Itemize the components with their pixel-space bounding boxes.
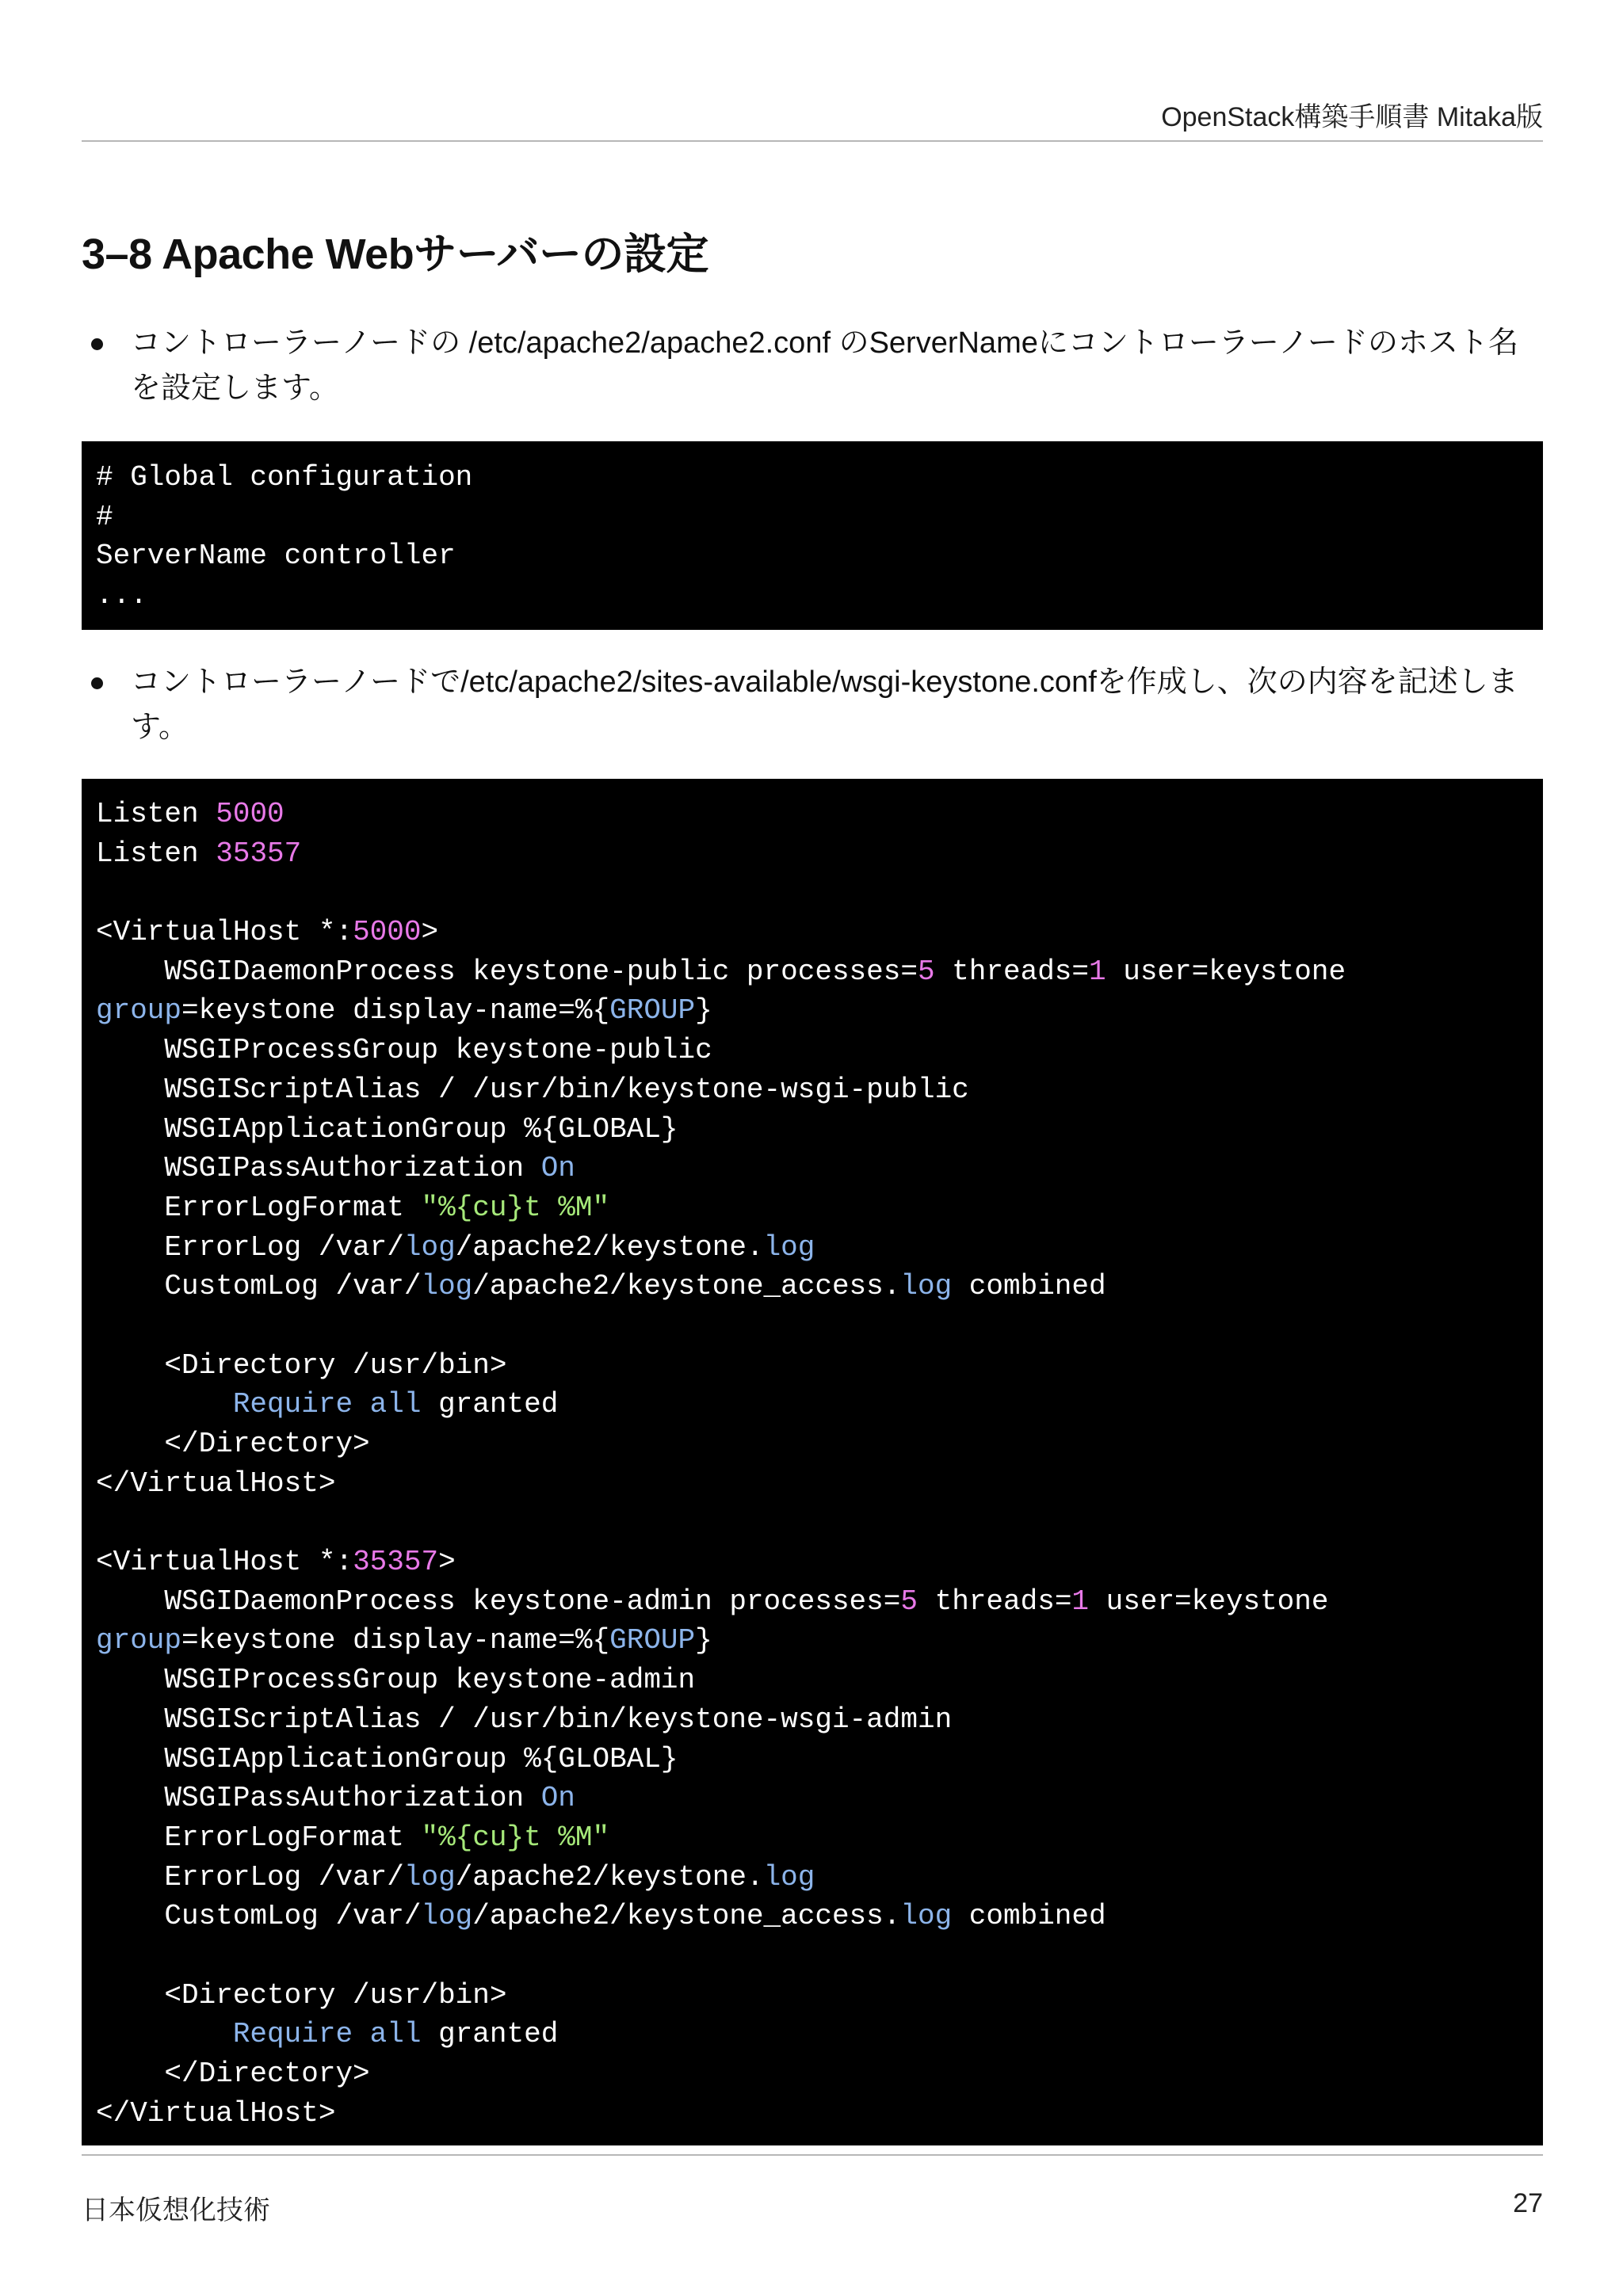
code-token-str: "%{cu}t %M": [421, 1821, 610, 1854]
bullet-dot-icon: [91, 338, 103, 350]
code-line: [96, 1582, 1529, 1622]
footer-divider: [82, 2154, 1543, 2156]
code-line: [96, 1936, 1529, 1976]
code-token-plain: WSGIScriptAlias / /usr/bin/keystone-wsgi-public: [96, 1073, 969, 1106]
code-token-plain: }: [695, 1624, 712, 1657]
code-token-plain: >: [438, 1546, 456, 1579]
code-token-plain: WSGIPassAuthorization: [96, 1782, 541, 1815]
code-line: [96, 1070, 1529, 1110]
code-token-plain: }: [695, 994, 712, 1028]
code-token-plain: /apache2/keystone_access.: [472, 1270, 901, 1303]
code-line: [96, 498, 1529, 537]
code-token-kw: log: [900, 1900, 953, 1933]
code-token-num: 1: [1071, 1585, 1090, 1618]
code-line: [96, 834, 1529, 874]
code-token-plain: <Directory /usr/bin>: [96, 1978, 507, 2012]
code-token-plain: </Directory>: [96, 2058, 370, 2090]
code-token-plain: WSGIDaemonProcess keystone-public processes=: [96, 955, 918, 988]
code-token-plain: threads=: [934, 955, 1090, 988]
code-line: [96, 991, 1529, 1031]
code-token-plain: [96, 1388, 233, 1421]
code-token-kw: On: [540, 1782, 575, 1815]
code-line: [96, 536, 1529, 576]
code-token-kw: log: [421, 1270, 473, 1303]
code-token-plain: /apache2/keystone.: [455, 1860, 764, 1894]
code-token-plain: WSGIDaemonProcess keystone-admin processes=: [96, 1585, 901, 1618]
code-token-plain: WSGIPassAuthorization: [96, 1152, 541, 1185]
code-token-plain: <VirtualHost *:: [96, 916, 353, 949]
code-line: [96, 1858, 1529, 1897]
code-line: [96, 1110, 1529, 1150]
code-token-num: 5: [900, 1585, 918, 1618]
code-token-kw: log: [421, 1900, 473, 1933]
code-token-plain: WSGIApplicationGroup %{GLOBAL}: [96, 1742, 678, 1775]
code-token-plain: =keystone display-name=%{: [181, 1624, 610, 1657]
code-token-plain: <Directory /usr/bin>: [96, 1348, 507, 1382]
code-token-plain: WSGIScriptAlias / /usr/bin/keystone-wsgi-admin: [96, 1703, 953, 1736]
code-token-plain: # Global configuration: [96, 461, 473, 494]
code-token-kw: log: [900, 1270, 953, 1303]
code-line: [96, 1385, 1529, 1425]
code-token-plain: WSGIProcessGroup keystone-admin: [96, 1664, 696, 1697]
code-token-plain: ServerName controller: [96, 540, 456, 573]
code-line: [96, 1661, 1529, 1700]
code-token-plain: /apache2/keystone_access.: [472, 1900, 901, 1933]
code-token-plain: combined: [952, 1270, 1106, 1303]
code-line: [96, 1346, 1529, 1386]
code-token-plain: ErrorLogFormat: [96, 1191, 422, 1224]
code-token-plain: WSGIApplicationGroup %{GLOBAL}: [96, 1112, 678, 1146]
code-block-apache2-conf: [82, 441, 1543, 630]
code-token-plain: Listen: [96, 837, 216, 870]
code-line: [96, 1149, 1529, 1188]
bullet-text: コントローラーノードで/etc/apache2/sites-available/wsgi-keystone.confを作成し、次の内容を記述します。: [131, 666, 1518, 744]
code-token-plain: user=keystone: [1089, 1585, 1329, 1618]
code-line: [96, 1818, 1529, 1858]
code-line: [96, 458, 1529, 498]
code-line: [96, 1425, 1529, 1464]
code-line: [96, 2054, 1529, 2094]
code-token-plain: ErrorLogFormat: [96, 1821, 422, 1854]
code-line: [96, 1228, 1529, 1268]
running-header-title: OpenStack構築手順書 Mitaka版: [1161, 102, 1543, 132]
code-token-kw: log: [403, 1230, 456, 1264]
code-token-plain: /apache2/keystone.: [455, 1230, 764, 1264]
code-token-plain: granted: [421, 2018, 559, 2051]
code-token-plain: ...: [96, 579, 147, 612]
code-token-num: 5000: [353, 916, 422, 949]
code-token-plain: ErrorLog /var/: [96, 1230, 404, 1264]
code-token-plain: granted: [421, 1388, 559, 1421]
code-token-kw: Require all: [232, 2018, 422, 2051]
code-line: [96, 1779, 1529, 1818]
code-token-plain: combined: [952, 1900, 1106, 1933]
code-block-wsgi-keystone-conf: [82, 779, 1543, 2145]
code-line: [96, 913, 1529, 952]
section-heading: 3–8 Apache Webサーバーの設定: [82, 231, 708, 278]
code-token-kw: GROUP: [609, 994, 696, 1028]
code-line: [96, 873, 1529, 913]
code-line: [96, 1464, 1529, 1504]
code-token-plain: WSGIProcessGroup keystone-public: [96, 1034, 712, 1067]
code-line: [96, 2015, 1529, 2054]
code-token-plain: <VirtualHost *:: [96, 1546, 353, 1579]
code-line: [96, 1267, 1529, 1306]
code-line: [96, 1031, 1529, 1070]
code-token-plain: ErrorLog /var/: [96, 1860, 404, 1894]
code-token-kw: Require all: [232, 1388, 422, 1421]
code-line: [96, 1897, 1529, 1936]
bullet-dot-icon: [91, 677, 103, 689]
header-divider: [82, 140, 1543, 142]
bullet-item-wsgi-keystone: [131, 660, 1541, 750]
code-token-plain: Listen: [96, 798, 216, 830]
code-line: [96, 1503, 1529, 1543]
code-token-plain: CustomLog /var/: [96, 1270, 422, 1303]
code-line: [96, 1306, 1529, 1346]
code-token-kw: GROUP: [609, 1624, 696, 1657]
code-line: [96, 952, 1529, 992]
code-token-num: 35357: [353, 1546, 439, 1579]
code-line: [96, 1543, 1529, 1582]
code-line: [96, 1621, 1529, 1661]
code-token-num: 5000: [216, 798, 285, 830]
code-token-num: 35357: [216, 837, 302, 870]
code-token-kw: log: [763, 1230, 815, 1264]
code-token-plain: user=keystone: [1106, 955, 1346, 988]
code-line: [96, 2094, 1529, 2134]
code-token-plain: #: [96, 500, 113, 533]
footer-company: 日本仮想化技術: [82, 2195, 270, 2225]
code-token-kw: On: [540, 1152, 575, 1185]
code-line: [96, 1740, 1529, 1779]
code-line: [96, 1700, 1529, 1740]
code-token-plain: [96, 2018, 233, 2050]
code-token-kw: log: [403, 1860, 456, 1894]
code-line: [96, 1188, 1529, 1228]
code-token-str: "%{cu}t %M": [421, 1191, 610, 1224]
code-token-plain: </VirtualHost>: [96, 1466, 336, 1500]
bullet-text: コントローラーノードの /etc/apache2/apache2.conf のServerNameにコントローラーノードのホスト名を設定します。: [131, 326, 1518, 405]
code-token-kw: log: [763, 1860, 815, 1894]
code-token-plain: threads=: [917, 1585, 1072, 1618]
code-line: [96, 795, 1529, 834]
bullet-item-servername: [131, 321, 1541, 411]
code-line: [96, 1976, 1529, 2016]
page-number: 27: [1513, 2188, 1543, 2218]
code-token-plain: =keystone display-name=%{: [181, 994, 610, 1028]
code-token-kw: group: [96, 1624, 182, 1657]
code-token-num: 1: [1089, 955, 1106, 988]
code-token-num: 5: [917, 955, 935, 988]
code-token-plain: >: [421, 916, 439, 949]
code-line: [96, 576, 1529, 616]
code-token-plain: </VirtualHost>: [96, 2096, 336, 2130]
code-token-kw: group: [96, 994, 182, 1028]
code-token-plain: </Directory>: [96, 1428, 370, 1460]
code-token-plain: CustomLog /var/: [96, 1900, 422, 1933]
